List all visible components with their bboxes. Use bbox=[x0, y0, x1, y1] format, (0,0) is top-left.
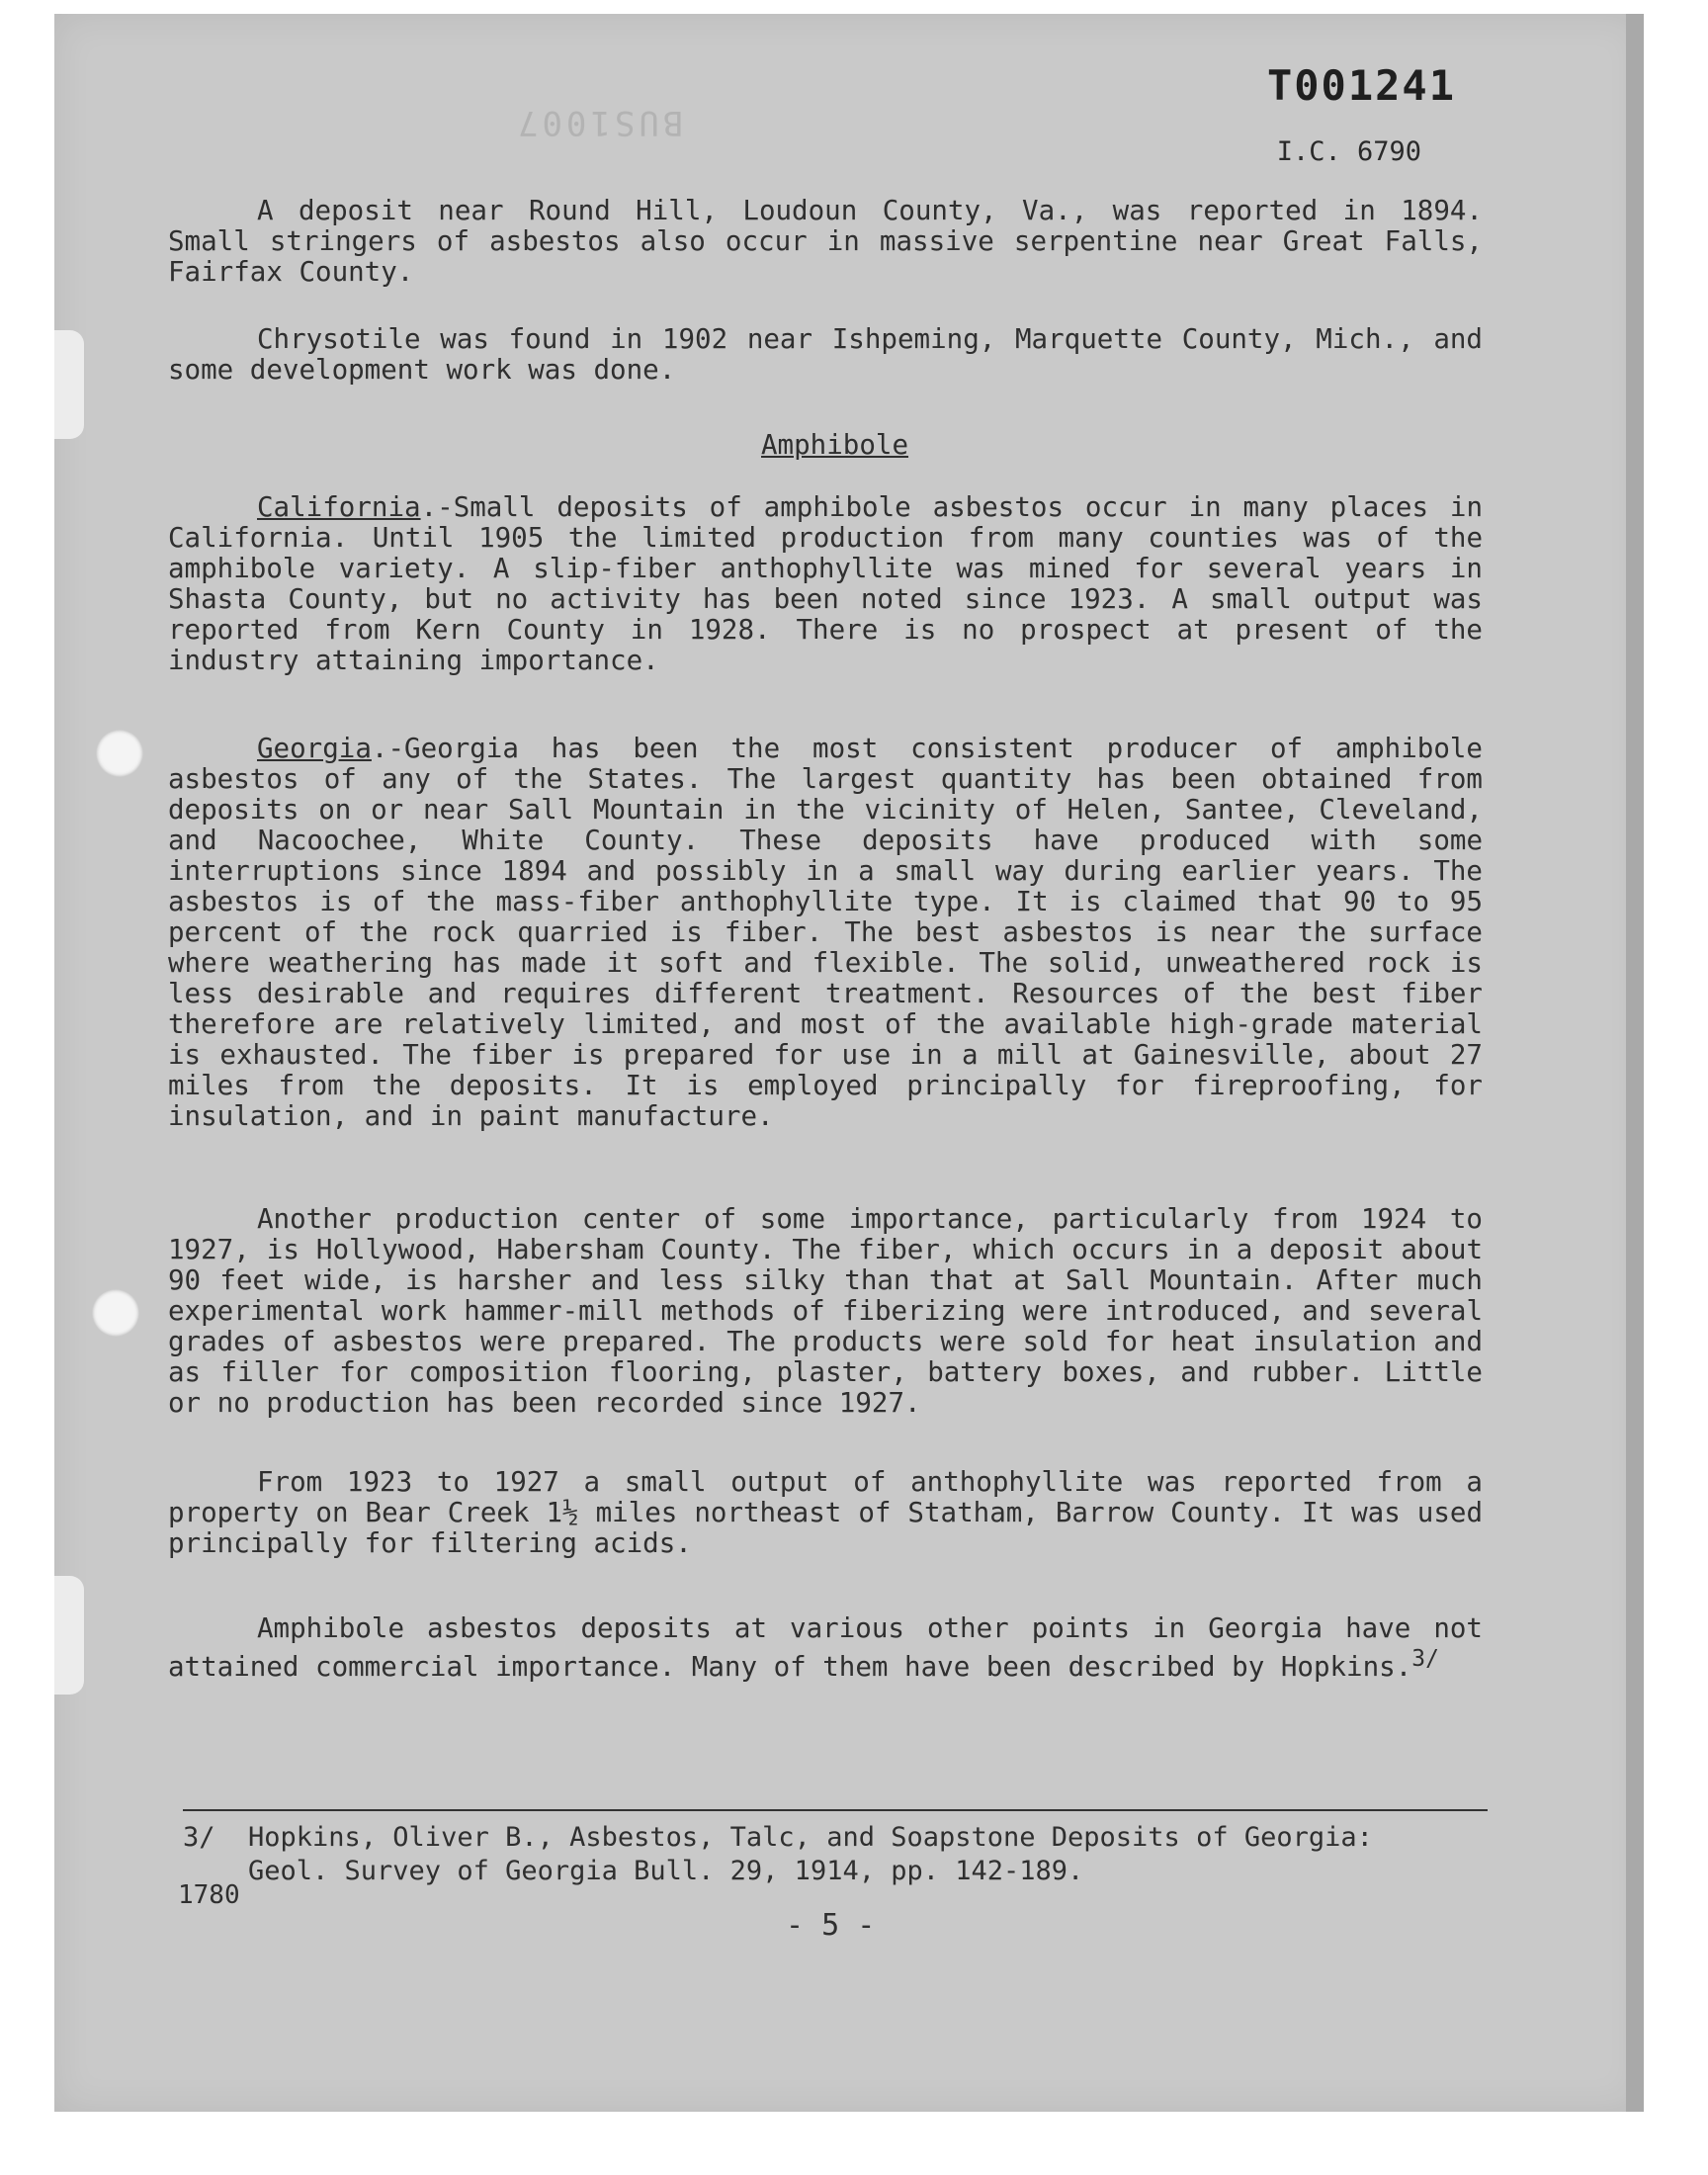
torn-edge-bottom bbox=[54, 1576, 84, 1695]
footnote-line-2: Geol. Survey of Georgia Bull. 29, 1914, pp. 142-189. bbox=[248, 1856, 1084, 1886]
paragraph-text: Another production center of some importance, particularly from 1924 to 1927, is Hollywood, Habersham County. The fiber, which occurs in a deposit about 90 feet wide, is harsher and less silky than that at Sall Mountain. After much experimental work hammer-mill methods of fiberizing were introduced, and several grades of asbestos were prepared. The products were sold for heat insulation and as filler for composition flooring, plaster, battery boxes, and rubber. Little or no production has been recorded since 1927. bbox=[168, 1203, 1483, 1419]
faint-stamp: BUS1007 bbox=[514, 103, 684, 142]
paragraph-round-hill bbox=[168, 196, 1483, 288]
paragraph-bear-creek bbox=[168, 1467, 1483, 1559]
page-number: - 5 - bbox=[786, 1908, 876, 1943]
paragraph-chrysotile bbox=[168, 324, 1483, 386]
footnote-rule bbox=[183, 1809, 1488, 1811]
page-edge-shadow bbox=[1626, 14, 1644, 2112]
section-heading: Amphibole bbox=[761, 429, 909, 461]
information-circular-number: I.C. 6790 bbox=[1276, 136, 1421, 167]
punch-hole-bottom bbox=[92, 1289, 139, 1337]
document-code: 1780 bbox=[178, 1880, 240, 1910]
paragraph-text: .-Georgia has been the most consistent producer of amphibole asbestos of any of the States. The largest quantity has been obtained from deposits on or near Sall Mountain in the vicinity of Helen, Santee, Cleveland, and Nacoochee, White County. These deposits have produced with some interruptions since 1894 and possibly in a small way during earlier years. The asbestos is of the mass-fiber anthophyllite type. It is claimed that 90 to 95 percent of the rock quarried is fiber. The best asbestos is near the surface where weathering has made it soft and flexible. The solid, unweathered rock is less desirable and requires different treatment. Resources of the best fiber therefore are relatively limited, and most of the available high-grade material is exhausted. The fiber is prepared for use in a mill at Gainesville, about 27 miles from the deposits. It is employed principally for fireproofing, for insulation, and in paint manufacture. bbox=[168, 733, 1483, 1132]
state-label-georgia: Georgia bbox=[257, 733, 372, 764]
paragraph-california bbox=[168, 492, 1483, 676]
footnote-line-1: Hopkins, Oliver B., Asbestos, Talc, and Soapstone Deposits of Georgia: bbox=[248, 1822, 1373, 1853]
paragraph-text: .-Small deposits of amphibole asbestos occur in many places in California. Until 1905 the limited production from many counties was of the amphibole variety. A slip-fiber anthophyllite was mined for several years in Shasta County, but no activity has been noted since 1923. A small output was reported from Kern County in 1928. There is no prospect at present of the industry attaining importance. bbox=[168, 491, 1483, 676]
paragraph-text: From 1923 to 1927 a small output of anthophyllite was reported from a property on Bear Creek 1½ miles northeast of Statham, Barrow County. It was used principally for filtering acids. bbox=[168, 1466, 1483, 1559]
paragraph-hollywood bbox=[168, 1204, 1483, 1419]
document-number: T001241 bbox=[1266, 61, 1456, 110]
torn-edge-top bbox=[54, 330, 84, 439]
paragraph-georgia bbox=[168, 734, 1483, 1132]
paragraph-text: Chrysotile was found in 1902 near Ishpeming, Marquette County, Mich., and some development work was done. bbox=[168, 323, 1483, 386]
punch-hole-top bbox=[96, 730, 143, 777]
footnote-mark: 3/ bbox=[183, 1822, 215, 1853]
paragraph-other-deposits bbox=[168, 1613, 1483, 1683]
paragraph-text: A deposit near Round Hill, Loudoun County, Va., was reported in 1894. Small stringers of asbestos also occur in massive serpentine near Great Falls, Fairfax County. bbox=[168, 195, 1483, 288]
state-label-california: California bbox=[257, 491, 421, 523]
footnote-reference: 3/ bbox=[1411, 1646, 1439, 1672]
footnote bbox=[183, 1821, 1488, 1888]
paragraph-text: Amphibole asbestos deposits at various other points in Georgia have not attained commercial importance. Many of them have been described by Hopkins. bbox=[168, 1612, 1483, 1684]
